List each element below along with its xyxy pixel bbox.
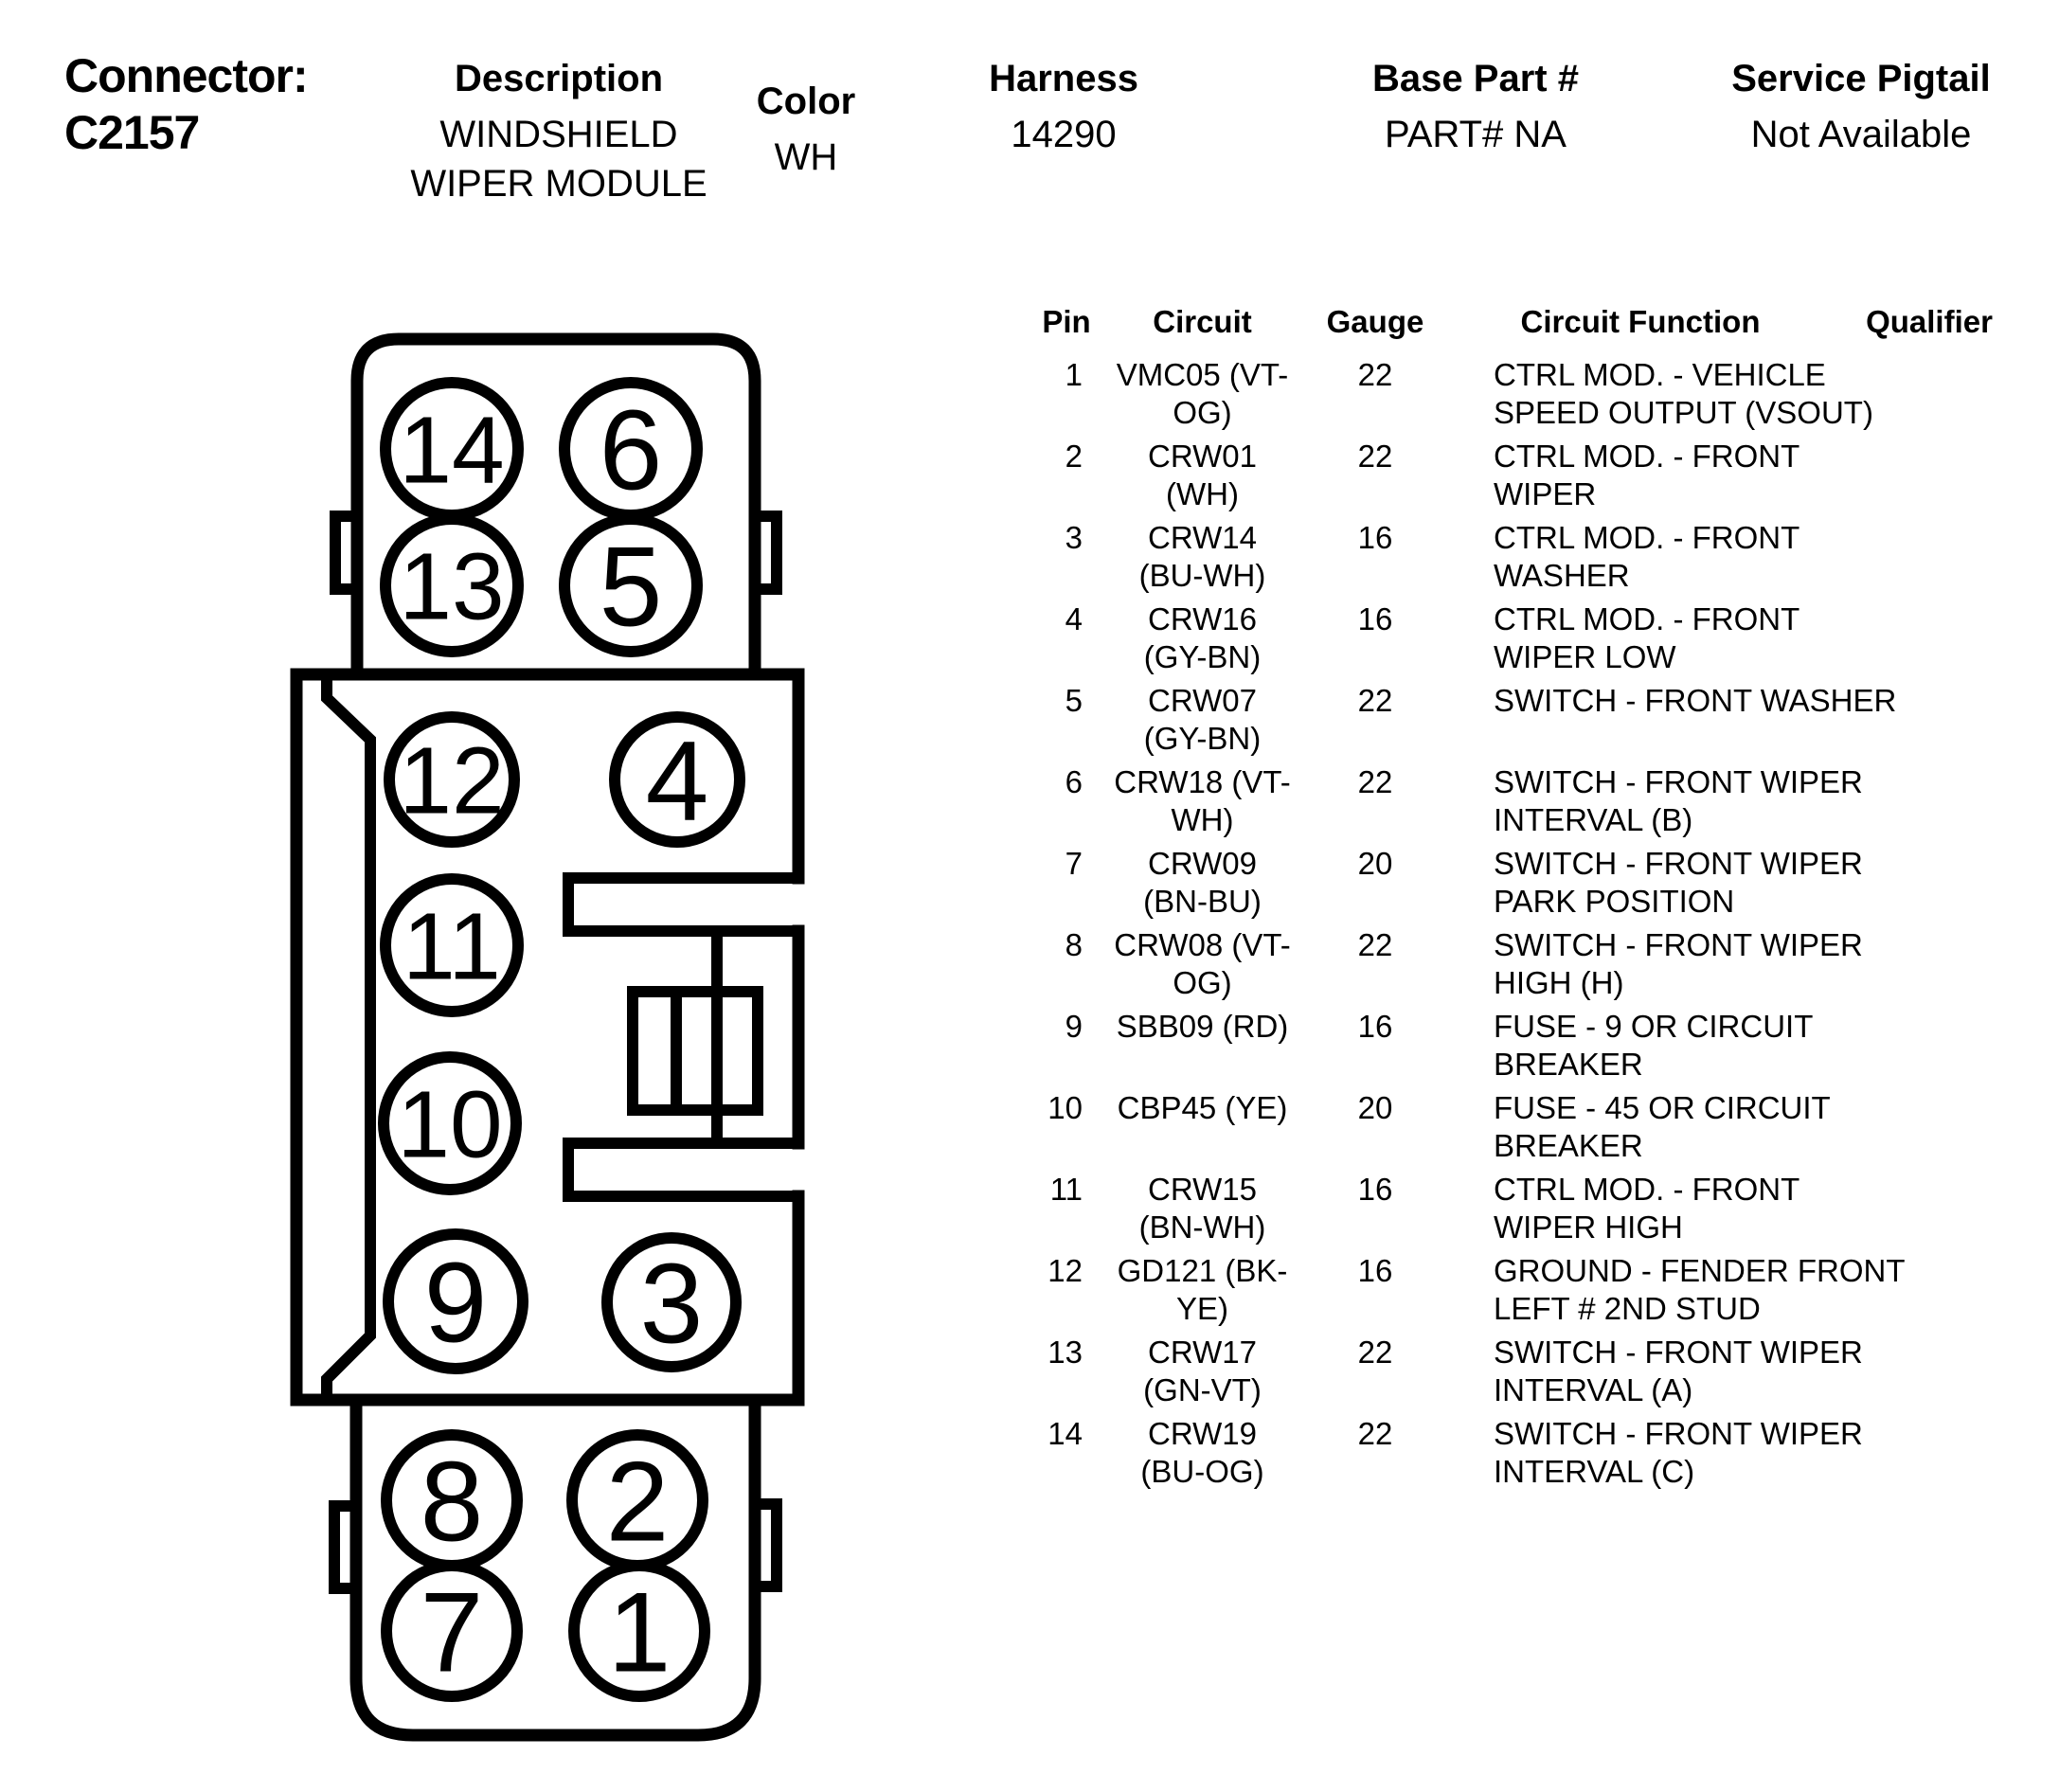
circuit-function-cell-line: WIPER HIGH [1494,1210,1683,1245]
pin-number-cell-line: 11 [1049,1172,1083,1207]
pin-number-cell-line: 8 [1065,927,1083,962]
circuit-cell-line: CRW01 [1148,439,1257,474]
table-row [1037,1008,2041,1084]
circuit-cell-line: (BN-BU) [1143,884,1262,919]
gauge-cell-line: 22 [1357,927,1393,962]
circuit-cell-line: CRW08 (VT- [1114,927,1291,962]
gauge-cell-line: 22 [1357,357,1393,392]
pin-number-label: 10 [397,1071,503,1178]
base-part-label: Base Part # [1372,58,1579,99]
circuit-cell-line: (WH) [1166,476,1239,511]
circuit-function-cell-line: PARK POSITION [1494,884,1735,919]
circuit-function-cell-line: SWITCH - FRONT WASHER [1494,683,1897,718]
circuit-function-cell [1441,682,1897,720]
harness-label: Harness [989,58,1138,99]
circuit-cell [1096,682,1309,758]
circuit-function-cell [1441,763,1863,839]
pin-number-cell-line: 3 [1065,520,1083,555]
service-pigtail-label: Service Pigtail [1731,58,1991,99]
body-inner-left-wall [327,674,370,1400]
table-row [1037,600,2041,676]
circuit-cell [1096,1089,1309,1127]
gauge-cell [1309,356,1441,394]
circuit-function-cell [1441,1252,1906,1328]
gauge-cell-line: 20 [1357,1090,1393,1125]
col-header-pin: Pin [1042,304,1091,339]
table-row [1037,1415,2041,1491]
pin-number-label: 1 [607,1568,671,1696]
circuit-cell-line: OG) [1173,965,1232,1000]
circuit-cell [1096,1252,1309,1328]
circuit-function-cell [1441,1334,1863,1409]
circuit-cell-line: CRW15 [1148,1172,1257,1207]
circuit-function-cell-line: CTRL MOD. - VEHICLE [1494,357,1826,392]
circuit-cell [1096,519,1309,595]
circuit-function-cell-line: WIPER [1494,476,1597,511]
harness-value: 14290 [1011,114,1117,155]
table-row [1037,356,2041,432]
circuit-cell-line: CRW07 [1148,683,1257,718]
col-header-gauge: Gauge [1326,304,1424,339]
keyway-slot-upper [568,878,797,931]
gauge-cell [1309,682,1441,720]
pin-number-cell [1037,845,1096,883]
pin-number-cell-line: 9 [1065,1009,1083,1044]
table-row [1037,845,2041,921]
circuit-function-cell [1441,845,1863,921]
gauge-cell [1309,763,1441,801]
fuse-cavity-box [633,992,758,1110]
gauge-cell [1309,926,1441,964]
table-row [1037,1171,2041,1246]
pin-number-label: 7 [420,1568,484,1696]
circuit-cell-line: CRW09 [1148,846,1257,881]
pin-number-label: 5 [599,523,663,651]
gauge-cell [1309,1089,1441,1127]
pin-number-label: 4 [645,717,709,845]
circuit-cell [1096,1334,1309,1409]
gauge-cell [1309,1171,1441,1209]
circuit-function-cell-line: SWITCH - FRONT WIPER [1494,1335,1863,1370]
circuit-function-cell-line: FUSE - 9 OR CIRCUIT [1494,1009,1814,1044]
gauge-cell [1309,1008,1441,1046]
pin-number-cell [1037,1252,1096,1290]
pin-number-label: 2 [605,1438,670,1566]
circuit-function-cell-line: CTRL MOD. - FRONT [1494,601,1800,636]
circuit-function-cell-line: FUSE - 45 OR CIRCUIT [1494,1090,1831,1125]
table-row [1037,1089,2041,1165]
circuit-function-cell-line: INTERVAL (C) [1494,1454,1695,1489]
service-pigtail-value: Not Available [1750,114,1972,155]
circuit-function-cell [1441,1171,1839,1246]
gauge-cell-line: 16 [1357,1172,1393,1207]
pin-number-cell-line: 2 [1065,439,1083,474]
circuit-cell-line: (GY-BN) [1143,639,1262,674]
color-label: Color [756,81,856,122]
pin-number-cell-line: 13 [1047,1335,1083,1370]
circuit-function-cell-line: INTERVAL (A) [1494,1372,1693,1407]
pin-number-label: 13 [399,533,505,640]
pin-number-cell-line: 6 [1065,764,1083,799]
pin-number-cell-line: 7 [1065,846,1083,881]
circuit-function-cell-line: SWITCH - FRONT WIPER [1494,764,1863,799]
circuit-cell-line: CRW16 [1148,601,1257,636]
circuit-cell [1096,1008,1309,1046]
gauge-cell-line: 16 [1357,520,1393,555]
circuit-cell-line: SBB09 (RD) [1116,1009,1289,1044]
pin-table-body [1037,356,2041,1491]
pin-circles-group [384,383,740,1696]
circuit-cell-line: (BN-WH) [1138,1210,1266,1245]
table-row [1037,1252,2041,1328]
circuit-function-cell-line: HIGH (H) [1494,965,1624,1000]
gauge-cell [1309,1415,1441,1453]
gauge-cell-line: 16 [1357,1253,1393,1288]
pin-number-label: 9 [423,1239,488,1367]
base-part-value: PART# NA [1385,114,1567,155]
table-row [1037,438,2041,513]
circuit-cell [1096,926,1309,1002]
gauge-cell [1309,1334,1441,1371]
pin-number-cell-line: 1 [1065,357,1083,392]
pin-number-cell [1037,1008,1096,1046]
table-row [1037,926,2041,1002]
circuit-cell-line: CBP45 (YE) [1117,1090,1288,1125]
circuit-cell-line: VMC05 (VT- [1116,357,1289,392]
pin-number-label: 14 [399,397,505,504]
pin-number-label: 6 [599,386,663,514]
circuit-function-cell-line: CTRL MOD. - FRONT [1494,520,1800,555]
col-header-qualifier: Qualifier [1866,304,1993,339]
circuit-cell [1096,763,1309,839]
connector-label: Connector: [64,49,308,102]
pin-number-cell-line: 12 [1047,1253,1083,1288]
circuit-function-cell [1441,438,1839,513]
gauge-cell-line: 22 [1357,1416,1393,1451]
pin-number-label: 8 [420,1438,484,1566]
table-row [1037,682,2041,758]
circuit-function-cell-line: SWITCH - FRONT WIPER [1494,1416,1863,1451]
circuit-function-cell [1441,356,1873,432]
pin-number-cell [1037,600,1096,638]
gauge-cell-line: 16 [1357,1009,1393,1044]
circuit-cell-line: CRW14 [1148,520,1257,555]
circuit-function-cell-line: BREAKER [1494,1047,1643,1082]
circuit-function-cell-line: BREAKER [1494,1128,1643,1163]
circuit-function-cell-line: SPEED OUTPUT (VSOUT) [1494,395,1873,430]
gauge-cell-line: 20 [1357,846,1393,881]
pin-number-label: 12 [399,727,505,834]
gauge-cell-line: 22 [1357,764,1393,799]
pin-number-cell [1037,1171,1096,1209]
gauge-cell [1309,519,1441,557]
circuit-cell-line: (BU-WH) [1138,558,1266,593]
pin-number-cell-line: 4 [1065,601,1083,636]
circuit-function-cell-line: WIPER LOW [1494,639,1676,674]
circuit-function-cell-line: SWITCH - FRONT WIPER [1494,846,1863,881]
circuit-function-cell-line: SWITCH - FRONT WIPER [1494,927,1863,962]
description-value: WINDSHIELD WIPER MODULE [410,114,707,205]
pin-number-cell [1037,1415,1096,1453]
circuit-cell [1096,1415,1309,1491]
circuit-cell-line: YE) [1175,1291,1228,1326]
gauge-cell [1309,438,1441,475]
pin-number-label: 3 [639,1240,704,1368]
keyway-slot-lower [568,1143,797,1196]
pin-number-cell-line: 10 [1047,1090,1083,1125]
circuit-cell-line: GD121 (BK- [1117,1253,1288,1288]
pin-number-cell [1037,438,1096,475]
circuit-cell-line: CRW19 [1148,1416,1257,1451]
pin-number-cell [1037,682,1096,720]
gauge-cell-line: 22 [1357,683,1393,718]
gauge-cell [1309,600,1441,638]
circuit-cell [1096,356,1309,432]
pin-number-cell [1037,1334,1096,1371]
pin-number-cell-line: 14 [1047,1416,1083,1451]
table-row [1037,519,2041,595]
pin-number-cell [1037,763,1096,801]
circuit-cell-line: WH) [1171,802,1234,837]
circuit-cell [1096,438,1309,513]
gauge-cell-line: 22 [1357,439,1393,474]
circuit-cell-line: OG) [1173,395,1232,430]
circuit-function-cell [1441,1089,1839,1165]
circuit-function-cell [1441,1415,1863,1491]
circuit-cell-line: (BU-OG) [1140,1454,1264,1489]
pinout-table [1037,303,2041,1496]
circuit-cell-line: (GN-VT) [1143,1372,1262,1407]
pinout-table-header [1037,303,2041,341]
pin-number-cell [1037,1089,1096,1127]
circuit-cell-line: CRW17 [1148,1335,1257,1370]
circuit-function-cell [1441,519,1839,595]
circuit-function-cell [1441,926,1863,1002]
color-value: WH [774,136,838,178]
circuit-cell [1096,1171,1309,1246]
col-header-circuit-function: Circuit Function [1520,304,1761,339]
circuit-function-cell [1441,1008,1839,1084]
circuit-function-cell-line: CTRL MOD. - FRONT [1494,1172,1800,1207]
circuit-cell-line: CRW18 (VT- [1114,764,1291,799]
pin-number-cell [1037,519,1096,557]
table-row [1037,763,2041,839]
circuit-function-cell [1441,600,1839,676]
circuit-cell [1096,600,1309,676]
circuit-function-cell-line: LEFT # 2ND STUD [1494,1291,1761,1326]
circuit-cell-line: (GY-BN) [1143,721,1262,756]
gauge-cell [1309,845,1441,883]
gauge-cell [1309,1252,1441,1290]
col-header-circuit: Circuit [1153,304,1252,339]
pin-number-cell [1037,356,1096,394]
connector-id: C2157 [64,106,200,159]
pin-number-cell [1037,926,1096,964]
table-row [1037,1334,2041,1409]
circuit-function-cell-line: INTERVAL (B) [1494,802,1693,837]
circuit-function-cell-line: GROUND - FENDER FRONT [1494,1253,1906,1288]
circuit-function-cell-line: WASHER [1494,558,1630,593]
circuit-function-cell-line: CTRL MOD. - FRONT [1494,439,1800,474]
circuit-cell [1096,845,1309,921]
description-label: Description [454,58,664,99]
gauge-cell-line: 16 [1357,601,1393,636]
pin-number-cell-line: 5 [1065,683,1083,718]
gauge-cell-line: 22 [1357,1335,1393,1370]
pin-number-label: 11 [403,893,501,1000]
